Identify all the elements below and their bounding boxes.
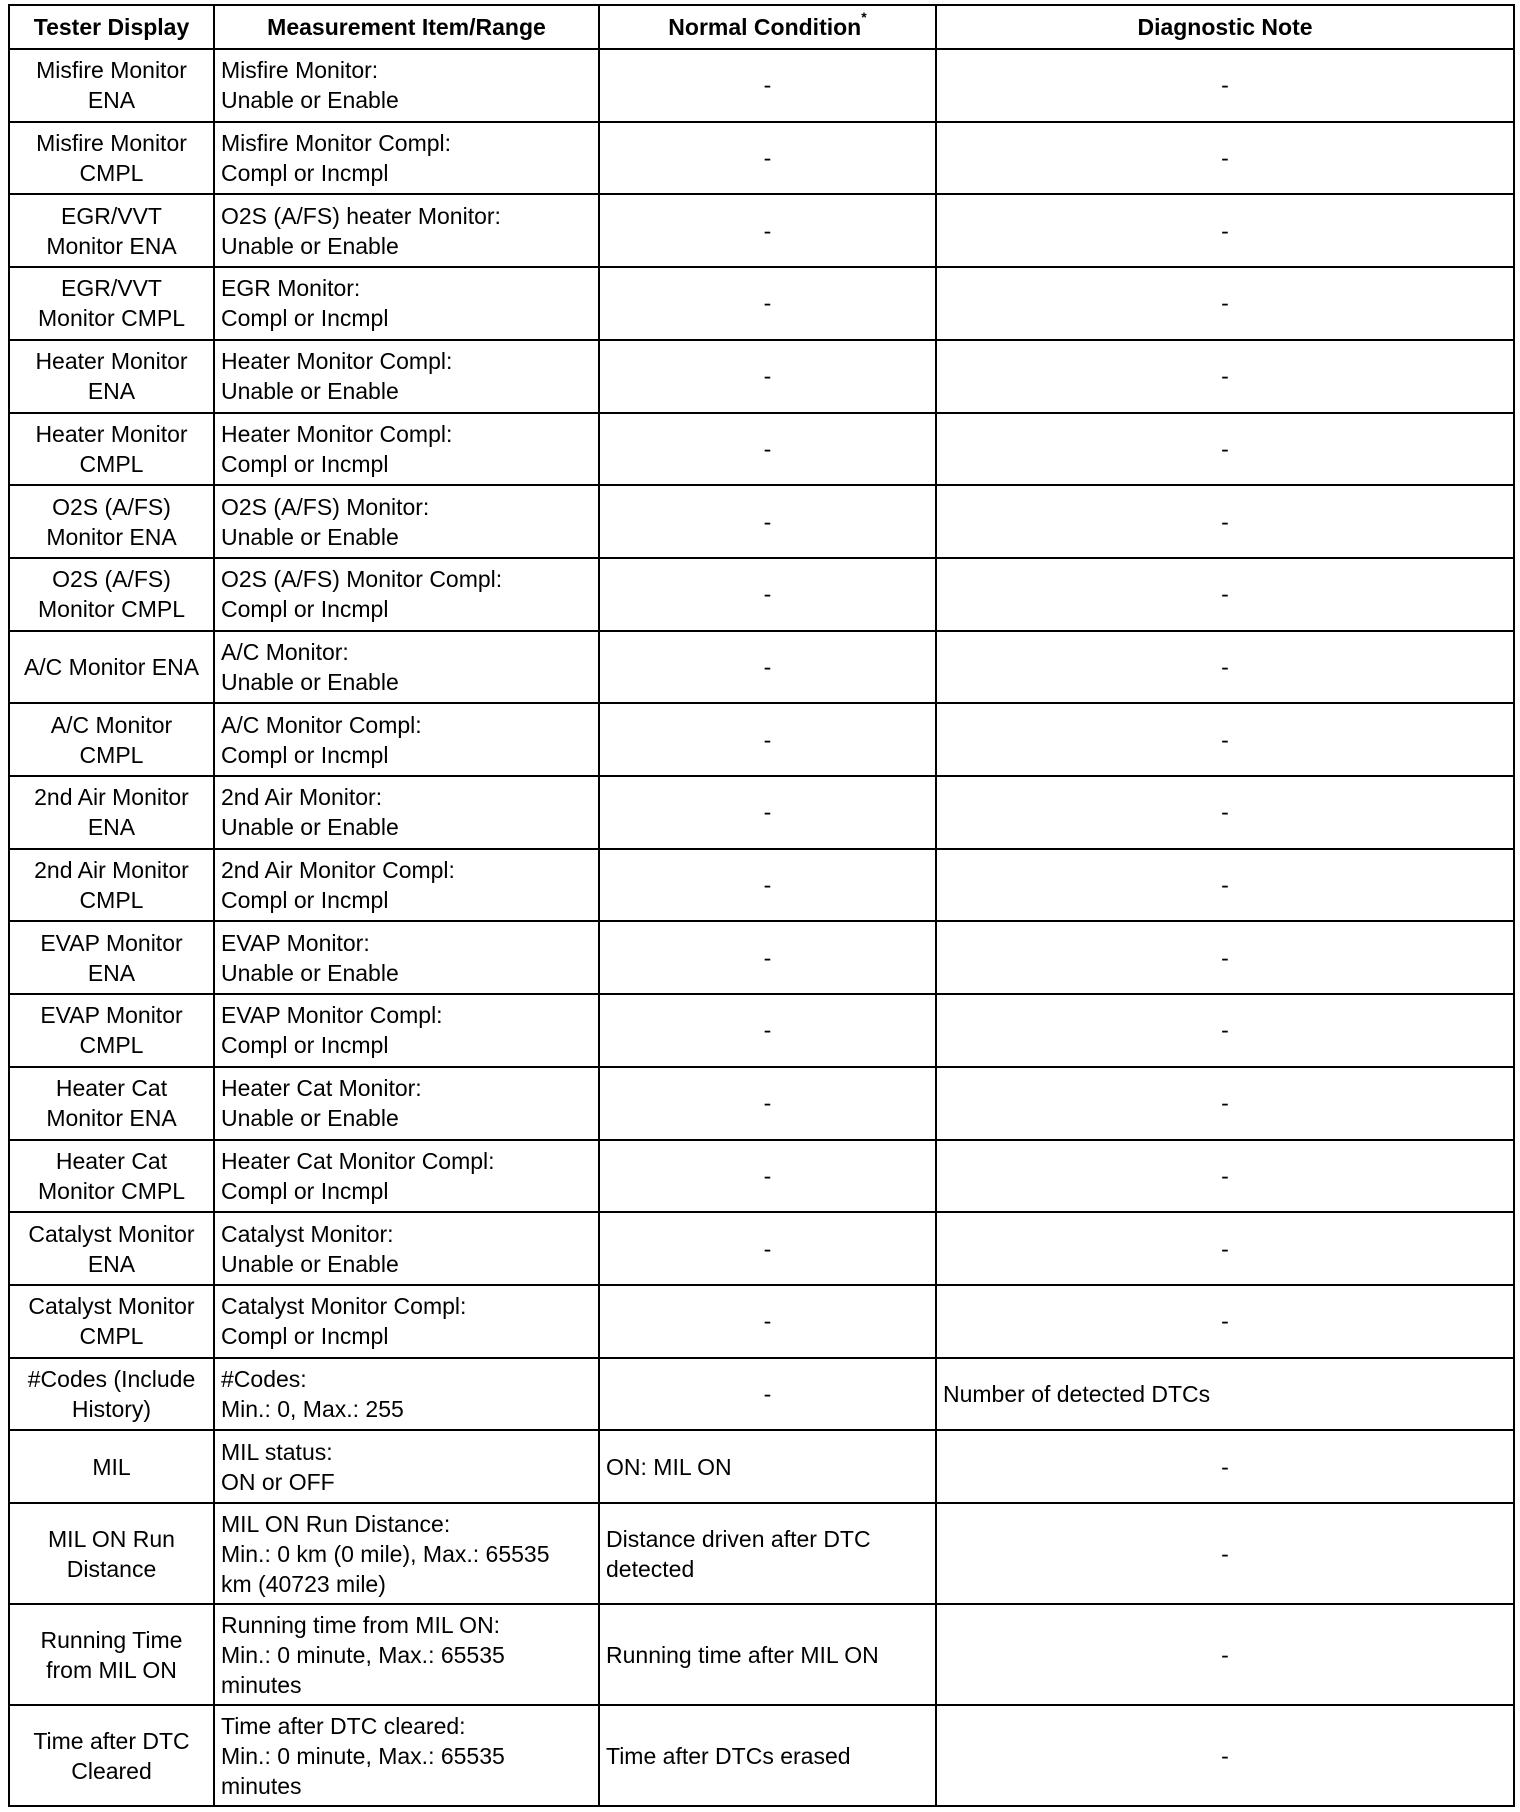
cell-tester-display bbox=[9, 267, 214, 340]
cell-normal-condition: - bbox=[599, 776, 936, 849]
tester-line: History) bbox=[71, 1396, 152, 1422]
tester-line: Monitor ENA bbox=[46, 1105, 177, 1132]
cell-measurement-item bbox=[214, 340, 599, 413]
measure-line: minutes bbox=[221, 1772, 302, 1799]
cell-measurement-item bbox=[214, 122, 599, 195]
cell-tester-display bbox=[9, 994, 214, 1067]
tester-line: ENA bbox=[87, 814, 136, 841]
tester-line: Misfire Monitor bbox=[36, 57, 187, 84]
cell-tester-display bbox=[9, 1285, 214, 1358]
tester-line: EVAP Monitor bbox=[40, 1002, 183, 1029]
measure-line: Compl or Incmpl bbox=[221, 887, 389, 914]
table-row bbox=[9, 340, 1514, 413]
cell-diagnostic-note: - bbox=[936, 194, 1514, 267]
measure-line: Heater Monitor Compl: bbox=[221, 420, 453, 447]
measure-line: O2S (A/FS) Monitor: bbox=[221, 493, 430, 520]
tester-line: 2nd Air Monitor bbox=[34, 784, 189, 811]
table-row bbox=[9, 703, 1514, 776]
tester-line: CMPL bbox=[79, 1323, 144, 1350]
cell-normal-condition: - bbox=[599, 849, 936, 922]
header-normal-condition bbox=[599, 5, 936, 49]
cell-tester-display bbox=[9, 122, 214, 195]
cell-normal-condition: - bbox=[599, 1140, 936, 1213]
cell-diagnostic-note: - bbox=[936, 49, 1514, 122]
measure-line: Unable or Enable bbox=[221, 232, 399, 259]
header-row bbox=[9, 5, 1514, 49]
cell-diagnostic-note: - bbox=[936, 413, 1514, 486]
measure-line: Compl or Incmpl bbox=[221, 1323, 389, 1350]
cell-tester-display bbox=[9, 631, 214, 704]
cell-measurement-item bbox=[214, 1212, 599, 1285]
measure-line: O2S (A/FS) Monitor Compl: bbox=[221, 566, 503, 593]
cell-normal-condition: - bbox=[599, 413, 936, 486]
cell-measurement-item bbox=[214, 558, 599, 631]
tester-line: #Codes (Include bbox=[27, 1366, 196, 1392]
cell-diagnostic-note: - bbox=[936, 1503, 1514, 1604]
measure-line: Unable or Enable bbox=[221, 1105, 399, 1132]
cell-measurement-item bbox=[214, 631, 599, 704]
measure-line: Catalyst Monitor Compl: bbox=[221, 1293, 467, 1320]
cell-normal-condition: - bbox=[599, 1212, 936, 1285]
cell-tester-display bbox=[9, 1604, 214, 1705]
measure-line: 2nd Air Monitor Compl: bbox=[221, 857, 455, 884]
table-row bbox=[9, 1212, 1514, 1285]
measure-line: Unable or Enable bbox=[221, 87, 399, 114]
measure-line: Heater Cat Monitor: bbox=[221, 1075, 422, 1102]
cell-tester-display bbox=[9, 1503, 214, 1604]
cell-measurement-item bbox=[214, 1604, 599, 1705]
cell-tester-display bbox=[9, 558, 214, 631]
tester-line: A/C Monitor ENA bbox=[23, 653, 200, 680]
cell-tester-display bbox=[9, 49, 214, 122]
tester-line: MIL bbox=[92, 1453, 131, 1480]
tester-line: CMPL bbox=[79, 450, 144, 477]
tester-line: ENA bbox=[87, 1250, 136, 1277]
tester-line: Heater Monitor bbox=[35, 348, 188, 375]
measure-line: Unable or Enable bbox=[221, 1250, 399, 1277]
cell-measurement-item bbox=[214, 776, 599, 849]
measure-line: O2S (A/FS) heater Monitor: bbox=[221, 202, 501, 229]
measure-line: Misfire Monitor Compl: bbox=[221, 130, 452, 157]
tester-line: CMPL bbox=[79, 741, 144, 768]
tester-line: Monitor ENA bbox=[46, 523, 177, 550]
measure-line: Unable or Enable bbox=[221, 668, 399, 695]
cell-measurement-item bbox=[214, 413, 599, 486]
measure-line: Unable or Enable bbox=[221, 959, 399, 986]
tester-line: Monitor ENA bbox=[46, 232, 177, 259]
measure-line: ON or OFF bbox=[221, 1468, 335, 1495]
cell-tester-display bbox=[9, 1067, 214, 1140]
tester-line: O2S (A/FS) bbox=[52, 566, 171, 593]
tester-line: Time after DTC bbox=[33, 1727, 190, 1754]
cell-diagnostic-note: - bbox=[936, 1604, 1514, 1705]
cell-measurement-item bbox=[214, 194, 599, 267]
measure-line: Heater Monitor Compl: bbox=[221, 348, 453, 375]
measure-line: Running time from MIL ON: bbox=[221, 1611, 501, 1638]
cell-tester-display bbox=[9, 1358, 214, 1431]
cell-normal-condition: - bbox=[599, 49, 936, 122]
tester-line: CMPL bbox=[79, 887, 144, 914]
cell-diagnostic-note: - bbox=[936, 1705, 1514, 1806]
table-row bbox=[9, 921, 1514, 994]
cell-normal-condition: - bbox=[599, 994, 936, 1067]
header-diagnostic-note: Diagnostic Note bbox=[936, 5, 1514, 49]
cell-diagnostic-note: - bbox=[936, 1430, 1514, 1503]
table-row bbox=[9, 1285, 1514, 1358]
cell-measurement-item bbox=[214, 1067, 599, 1140]
tester-line: MIL ON Run bbox=[48, 1525, 175, 1552]
tester-line: ENA bbox=[87, 87, 136, 114]
footnote-mark: * bbox=[861, 9, 867, 25]
measure-line: Min.: 0 minute, Max.: 65535 bbox=[221, 1641, 505, 1668]
cell-normal-condition: - bbox=[599, 1358, 936, 1431]
cell-normal-condition: - bbox=[599, 340, 936, 413]
cell-tester-display bbox=[9, 849, 214, 922]
cell-tester-display bbox=[9, 1212, 214, 1285]
cell-measurement-item bbox=[214, 1358, 599, 1431]
table-row bbox=[9, 1705, 1514, 1806]
measure-line: Min.: 0 minute, Max.: 65535 bbox=[221, 1742, 505, 1769]
tester-line: EGR/VVT bbox=[61, 202, 162, 229]
measure-line: 2nd Air Monitor: bbox=[221, 784, 383, 811]
measure-line: #Codes: bbox=[221, 1366, 307, 1392]
cell-measurement-item bbox=[214, 849, 599, 922]
table-row bbox=[9, 267, 1514, 340]
cell-normal-condition: - bbox=[599, 631, 936, 704]
table-row bbox=[9, 558, 1514, 631]
measure-line: Compl or Incmpl bbox=[221, 160, 389, 187]
cell-tester-display bbox=[9, 776, 214, 849]
measure-line: Compl or Incmpl bbox=[221, 596, 389, 623]
cell-tester-display bbox=[9, 1430, 214, 1503]
tester-line: Catalyst Monitor bbox=[28, 1293, 195, 1320]
data-list-table bbox=[8, 4, 1515, 1807]
header-tester-display: Tester Display bbox=[9, 5, 214, 49]
cell-tester-display bbox=[9, 413, 214, 486]
cell-measurement-item bbox=[214, 485, 599, 558]
tester-line: CMPL bbox=[79, 160, 144, 187]
cell-normal-condition: ON: MIL ON bbox=[599, 1430, 936, 1503]
tester-line: EVAP Monitor bbox=[40, 929, 183, 956]
tester-line: 2nd Air Monitor bbox=[34, 857, 189, 884]
cell-normal-condition: Distance driven after DTC detected bbox=[599, 1503, 936, 1604]
header-normal-label: Normal Condition bbox=[668, 14, 862, 40]
measure-line: Compl or Incmpl bbox=[221, 305, 389, 332]
tester-line: Running Time bbox=[40, 1626, 183, 1653]
cell-normal-condition: - bbox=[599, 558, 936, 631]
cell-diagnostic-note: - bbox=[936, 1285, 1514, 1358]
cell-diagnostic-note: - bbox=[936, 1067, 1514, 1140]
table-row bbox=[9, 1140, 1514, 1213]
tester-line: ENA bbox=[87, 959, 136, 986]
measure-line: Compl or Incmpl bbox=[221, 1177, 389, 1204]
tester-line: Distance bbox=[66, 1555, 157, 1582]
tester-line: Heater Cat bbox=[55, 1075, 168, 1102]
measure-line: A/C Monitor: bbox=[221, 638, 349, 665]
cell-measurement-item bbox=[214, 1285, 599, 1358]
tester-line: Heater Cat bbox=[55, 1147, 168, 1174]
cell-diagnostic-note: - bbox=[936, 122, 1514, 195]
measure-line: Compl or Incmpl bbox=[221, 741, 389, 768]
cell-normal-condition: Running time after MIL ON bbox=[599, 1604, 936, 1705]
cell-diagnostic-note: - bbox=[936, 994, 1514, 1067]
tester-line: Monitor CMPL bbox=[38, 596, 185, 623]
cell-diagnostic-note: Number of detected DTCs bbox=[936, 1358, 1514, 1431]
cell-measurement-item bbox=[214, 1140, 599, 1213]
cell-measurement-item bbox=[214, 1503, 599, 1604]
cell-measurement-item bbox=[214, 921, 599, 994]
measure-line: Heater Cat Monitor Compl: bbox=[221, 1147, 495, 1174]
measure-line: Min.: 0 km (0 mile), Max.: 65535 bbox=[221, 1540, 550, 1567]
header-measurement-item: Measurement Item/Range bbox=[214, 5, 599, 49]
measure-line: MIL status: bbox=[221, 1438, 333, 1465]
table-row bbox=[9, 1430, 1514, 1503]
cell-diagnostic-note: - bbox=[936, 1212, 1514, 1285]
measure-line: Misfire Monitor: bbox=[221, 57, 379, 84]
cell-tester-display bbox=[9, 1140, 214, 1213]
measure-line: MIL ON Run Distance: bbox=[221, 1510, 451, 1537]
cell-normal-condition: - bbox=[599, 267, 936, 340]
measure-line: Compl or Incmpl bbox=[221, 1032, 389, 1059]
cell-diagnostic-note: - bbox=[936, 631, 1514, 704]
cell-tester-display bbox=[9, 485, 214, 558]
cell-tester-display bbox=[9, 340, 214, 413]
cell-tester-display bbox=[9, 1705, 214, 1806]
measure-line: Time after DTC cleared: bbox=[221, 1712, 466, 1739]
tester-line: Monitor CMPL bbox=[38, 1177, 185, 1204]
cell-normal-condition: - bbox=[599, 485, 936, 558]
table-row bbox=[9, 631, 1514, 704]
cell-normal-condition: - bbox=[599, 122, 936, 195]
cell-measurement-item bbox=[214, 1705, 599, 1806]
tester-line: from MIL ON bbox=[46, 1656, 177, 1683]
measure-line: A/C Monitor Compl: bbox=[221, 711, 422, 738]
measure-line: EGR Monitor: bbox=[221, 275, 361, 302]
tester-line: EGR/VVT bbox=[61, 275, 162, 302]
tester-line: O2S (A/FS) bbox=[52, 493, 171, 520]
tester-line: ENA bbox=[87, 378, 136, 405]
cell-diagnostic-note: - bbox=[936, 485, 1514, 558]
tester-line: Catalyst Monitor bbox=[28, 1220, 195, 1247]
table-row bbox=[9, 49, 1514, 122]
cell-tester-display bbox=[9, 703, 214, 776]
cell-normal-condition: - bbox=[599, 194, 936, 267]
table-row bbox=[9, 1067, 1514, 1140]
measure-line: minutes bbox=[221, 1671, 302, 1698]
measure-line: Compl or Incmpl bbox=[221, 450, 389, 477]
table-row bbox=[9, 1604, 1514, 1705]
tester-line: Heater Monitor bbox=[35, 420, 188, 447]
cell-measurement-item bbox=[214, 1430, 599, 1503]
cell-diagnostic-note: - bbox=[936, 703, 1514, 776]
cell-diagnostic-note: - bbox=[936, 776, 1514, 849]
tester-line: Cleared bbox=[71, 1757, 152, 1784]
cell-diagnostic-note: - bbox=[936, 558, 1514, 631]
measure-line: Unable or Enable bbox=[221, 523, 399, 550]
cell-measurement-item bbox=[214, 994, 599, 1067]
table-row bbox=[9, 194, 1514, 267]
tester-line: A/C Monitor bbox=[50, 711, 173, 738]
table-row bbox=[9, 485, 1514, 558]
table-row bbox=[9, 776, 1514, 849]
table-row bbox=[9, 849, 1514, 922]
measure-line: Min.: 0, Max.: 255 bbox=[221, 1396, 404, 1422]
tester-line: Monitor CMPL bbox=[38, 305, 185, 332]
cell-diagnostic-note: - bbox=[936, 340, 1514, 413]
cell-diagnostic-note: - bbox=[936, 267, 1514, 340]
table-row bbox=[9, 122, 1514, 195]
cell-measurement-item bbox=[214, 267, 599, 340]
cell-tester-display bbox=[9, 194, 214, 267]
cell-normal-condition: - bbox=[599, 921, 936, 994]
table-row bbox=[9, 1358, 1514, 1431]
cell-measurement-item bbox=[214, 49, 599, 122]
cell-normal-condition: - bbox=[599, 1067, 936, 1140]
measure-line: km (40723 mile) bbox=[221, 1570, 386, 1597]
cell-tester-display bbox=[9, 921, 214, 994]
cell-diagnostic-note: - bbox=[936, 921, 1514, 994]
table-row bbox=[9, 413, 1514, 486]
measure-line: Unable or Enable bbox=[221, 814, 399, 841]
cell-normal-condition: Time after DTCs erased bbox=[599, 1705, 936, 1806]
measure-line: Catalyst Monitor: bbox=[221, 1220, 394, 1247]
measure-line: Unable or Enable bbox=[221, 378, 399, 405]
cell-normal-condition: - bbox=[599, 1285, 936, 1358]
tester-line: Misfire Monitor bbox=[36, 130, 187, 157]
cell-diagnostic-note: - bbox=[936, 1140, 1514, 1213]
table-row bbox=[9, 994, 1514, 1067]
table-row bbox=[9, 1503, 1514, 1604]
cell-normal-condition: - bbox=[599, 703, 936, 776]
cell-diagnostic-note: - bbox=[936, 849, 1514, 922]
measure-line: EVAP Monitor Compl: bbox=[221, 1002, 443, 1029]
tester-line: CMPL bbox=[79, 1032, 144, 1059]
measure-line: EVAP Monitor: bbox=[221, 929, 370, 956]
cell-measurement-item bbox=[214, 703, 599, 776]
